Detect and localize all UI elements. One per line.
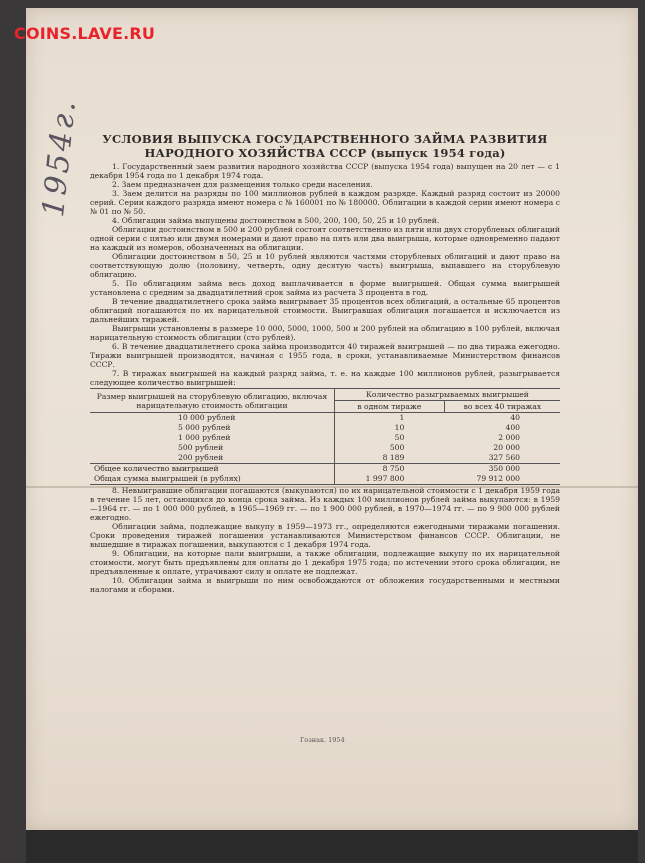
handwritten-year: 1954г. <box>36 96 84 219</box>
paragraph: Облигации займа, подлежащие выкупу в 1959—1973 гг., определяются ежегодными тиражами погашения. Сроки проведения тиражей погашения устанавливаются Министерством финансов СССР. Облигации, не вышедшие в тиражах погашения, выкупаются с 1 декабря 1974 года. <box>90 522 560 549</box>
count-all-draws: 40 <box>510 413 520 422</box>
count-one-draw: 10 <box>394 423 405 432</box>
paragraph: 4. Облигации займа выпущены достоинством в 500, 200, 100, 50, 25 и 10 рублей. <box>112 216 440 225</box>
paragraph: Облигации достоинством в 50, 25 и 10 рублей являются частями сторублевых облигаций и дают право на соответствующую долю (половину, четверть, одну десятую часть) выигрыша, выпавшего на сторублевую облигацию. <box>90 252 560 279</box>
paragraph: 5. По облигациям займа весь доход выплачивается в форме выигрышей. Общая сумма выигрышей установлена с средним за двадцатилетний срок займа из расчета 3 процента в год. <box>90 279 560 297</box>
count-all-draws: 20 000 <box>493 443 520 452</box>
table-header-count: Количество разыгрываемых выигрышей <box>334 389 560 401</box>
prize-size: 200 рублей <box>90 453 334 464</box>
count-one-draw: 500 <box>389 443 405 452</box>
count-one-draw: 1 <box>399 413 405 422</box>
table-row <box>90 453 560 464</box>
total-count-one: 8 750 <box>334 464 444 475</box>
paragraph: 7. В тиражах выигрышей на каждый разряд займа, т. е. на каждые 100 миллионов рублей, разыгрывается следующее количество выигрышей: <box>90 369 560 387</box>
prize-size: 10 000 рублей <box>90 413 334 424</box>
site-watermark: COINS.LAVE.RU <box>14 24 156 43</box>
table-row <box>90 413 560 424</box>
title-line-2: НАРОДНОГО ХОЗЯЙСТВА СССР (выпуск 1954 года) <box>144 146 506 160</box>
count-one-draw: 8 189 <box>382 453 405 462</box>
paragraph: 2. Заем предназначен для размещения только среди населения. <box>112 180 373 189</box>
total-count-all: 350 000 <box>444 464 560 475</box>
paragraph: 3. Заем делится на разряды по 100 миллионов рублей в каждом разряде. Каждый разряд состоит из 20000 серий. Серии каждого разряда имеют номера с № 160001 по № 180000. Облигации в каждой серии имеют номера с № 01 по № 50. <box>90 189 560 216</box>
paragraph: Выигрыши установлены в размере 10 000, 5000, 1000, 500 и 200 рублей на облигацию в 100 рублей, включая нарицательную стоимость облигации (сто рублей). <box>90 324 560 342</box>
bottom-background-strip <box>26 830 638 863</box>
table-row <box>90 433 560 443</box>
table-header-all-draws: во всех 40 тиражах <box>444 401 560 413</box>
paragraph: 9. Облигации, на которые пали выигрыши, а также облигации, подлежащие выкупу по их нарицательной стоимости, могут быть предъявлены для оплаты до 1 декабря 1975 года; по истечении этого срока облигации, не предъявленные к оплате, утрачивают силу и оплате не подлежат. <box>90 549 560 576</box>
table-row-total-count <box>90 464 560 475</box>
paragraph: 1. Государственный заем развития народного хозяйства СССР (выпуска 1954 года) выпущен на 20 лет — с 1 декабря 1954 года по 1 декабря 1974 года. <box>90 162 560 180</box>
total-sum-label: Общая сумма выигрышей (в рублях) <box>90 474 334 485</box>
prize-size: 1 000 рублей <box>90 433 334 443</box>
total-count-label: Общее количество выигрышей <box>90 464 334 475</box>
count-all-draws: 327 560 <box>488 453 520 462</box>
table-row <box>90 423 560 433</box>
paragraph: В течение двадцатилетнего срока займа выигрывает 35 процентов всех облигаций, а остальные 65 процентов облигаций погашаются по их нарицательной стоимости. Выигравшая облигация погашается и исключается из дальнейших тиражей. <box>90 297 560 324</box>
paragraph: Облигации достоинством в 500 и 200 рублей состоят соответственно из пяти или двух сторублевых облигаций одной серии с пятью или двумя номерами и дают право на пять или два выигрыша, которые одновременно падают на каждый из номеров, обозначенных на облигации. <box>90 225 560 252</box>
document-text <box>90 132 560 594</box>
title-line-1: УСЛОВИЯ ВЫПУСКА ГОСУДАРСТВЕННОГО ЗАЙМА РАЗВИТИЯ <box>102 132 548 146</box>
document-title <box>90 132 560 160</box>
paragraph: 6. В течение двадцатилетнего срока займа производится 40 тиражей выигрышей — по два тиража ежегодно. Тиражи выигрышей производятся, начиная с 1955 года, в сроки, устанавливаемые Министерством финансов СССР. <box>90 342 560 369</box>
table-header-size: Размер выигрышей на сторублевую облигацию, включая нарицательную стоимость облигации <box>90 389 334 413</box>
total-sum-one: 1 997 800 <box>365 474 405 483</box>
count-all-draws: 2 000 <box>498 433 520 442</box>
printer-imprint: Гознак. 1954 <box>300 736 345 744</box>
count-all-draws: 400 <box>505 423 520 432</box>
table-header-one-draw: в одном тираже <box>334 401 444 413</box>
paragraph: 8. Невыигравшие облигации погашаются (выкупаются) по их нарицательной стоимости с 1 декабря 1959 года в течение 15 лет, остающихся до конца срока займа. Из каждых 100 миллионов рублей займа выкупаются: в 1959—1964 гг. — по 1 000 000 рублей, в 1965—1969 гг. — по 1 900 000 рублей, в 1970—1974 гг. — по 9 900 000 рублей ежегодно. <box>90 486 560 522</box>
count-one-draw: 50 <box>394 433 405 442</box>
table-row <box>90 443 560 453</box>
paragraph: 10. Облигации займа и выигрыши по ним освобождаются от обложения государственными и местными налогами и сборами. <box>90 576 560 594</box>
prize-size: 5 000 рублей <box>90 423 334 433</box>
winnings-table <box>90 388 560 485</box>
total-sum-all: 79 912 000 <box>476 474 520 483</box>
table-row-total-sum <box>90 474 560 485</box>
prize-size: 500 рублей <box>90 443 334 453</box>
